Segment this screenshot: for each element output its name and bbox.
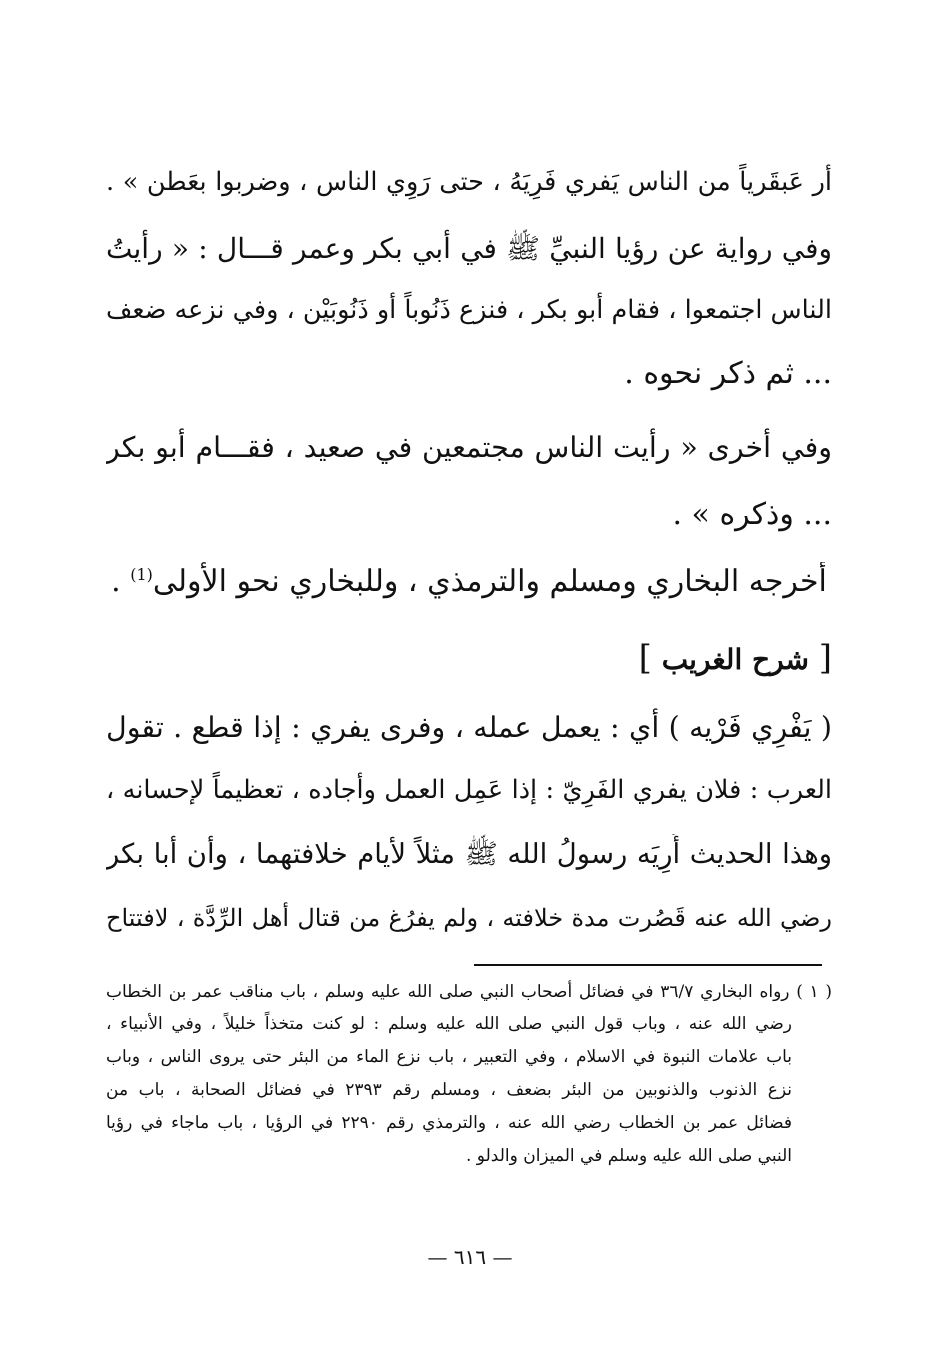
heading-title: شرح الغريب xyxy=(661,643,809,676)
source-note-text: أخرجه البخاري ومسلم والترمذي ، وللبخاري نحو الأولى xyxy=(152,564,827,599)
explanation-line-3: وهذا الحديث أُرِيَه رسولُ الله ﷺ مثلاً لأيام خلافتهما ، وأن أبا بكر xyxy=(106,838,832,870)
footnote-line-4: نزع الذنوب والذنوبين من البئر بضعف ، ومسلم رقم ٢٣٩٣ في فضائل الصحابة ، باب من xyxy=(106,1080,792,1100)
heading-bracket-close: ] xyxy=(638,638,652,678)
footnote-separator xyxy=(474,964,822,966)
body-line-4: ... ثم ذكر نحوه . xyxy=(624,356,832,391)
source-note xyxy=(106,562,832,602)
body-line-3: الناس اجتمعوا ، فقام أبو بكر ، فنزع ذَنُوباً أو ذَنُوبَيْن ، وفي نزعه ضعف xyxy=(106,295,832,325)
explanation-line-4: رضي الله عنه قَصُرت مدة خلافته ، ولم يفرُغ من قتال أهل الرِّدَّة ، لافتتاح xyxy=(106,904,832,932)
footnote-reference[interactable]: (1) xyxy=(130,565,153,584)
footnote-line-2: رضي الله عنه ، وباب قول النبي صلى الله عليه وسلم : لو كنت متخذاً خليلاً ، وفي الأنبياء ، xyxy=(106,1014,792,1034)
body-line-2: وفي رواية عن رؤيا النبيِّ ﷺ في أبي بكر وعمر قـــال : « رأيتُ xyxy=(106,232,832,265)
page-number: — ٦١٦ — xyxy=(427,1245,513,1269)
body-line-5: وفي أخرى « رأيت الناس مجتمعين في صعيد ، فقـــام أبو بكر xyxy=(106,431,832,464)
source-note-end: . xyxy=(111,564,131,599)
explanation-line-1: ( يَفْرِي فَرْيه ) أي : يعمل عمله ، وفرى يفري : إذا قطع . تقول xyxy=(106,711,832,744)
footnote-line-6: النبي صلى الله عليه وسلم في الميزان والدلو . xyxy=(466,1146,792,1166)
footnote-line-3: باب علامات النبوة في الاسلام ، وفي التعبير ، باب نزع الماء من البئر حتى يروى الناس ، وباب xyxy=(106,1047,792,1067)
footnote-line-1: ( ١ ) رواه البخاري ٣٦/٧ في فضائل أصحاب النبي صلى الله عليه وسلم ، باب مناقب عمر بن الخطاب xyxy=(106,982,832,1002)
heading-bracket-open: [ xyxy=(818,638,832,678)
body-line-6: ... وذكره » . xyxy=(672,497,832,532)
explanation-line-2: العرب : فلان يفري الفَرِيّ : إذا عَمِل العمل وأجاده ، تعظيماً لإحسانه ، xyxy=(106,775,832,805)
footnote-line-5: فضائل عمر بن الخطاب رضي الله عنه ، والترمذي رقم ٢٢٩٠ في الرؤيا ، باب ماجاء في رؤيا xyxy=(106,1113,792,1133)
section-heading xyxy=(639,636,832,682)
body-line-1: أر عَبقَرياً من الناس يَفري فَرِيَهُ ، حتى رَوِي الناس ، وضربوا بعَطن » . xyxy=(106,167,832,197)
